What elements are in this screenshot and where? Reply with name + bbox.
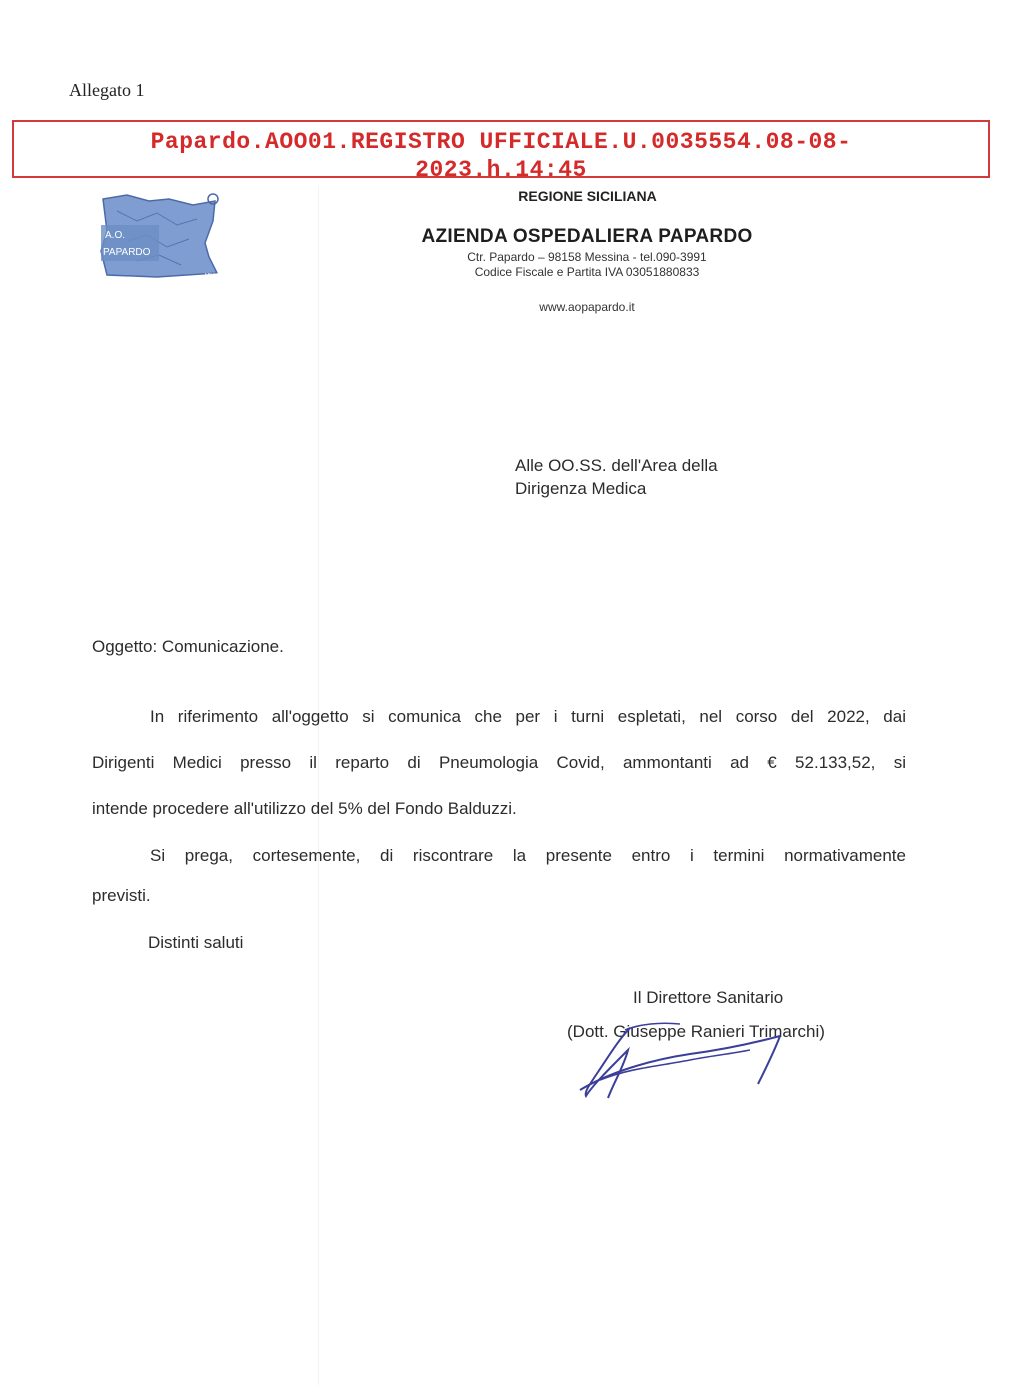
organization-name: AZIENDA OSPEDALIERA PAPARDO bbox=[421, 226, 753, 247]
signatory-name: (Dott. Giuseppe Ranieri Trimarchi) bbox=[567, 1022, 825, 1041]
protocol-line-1: Papardo.AOO01.REGISTRO UFFICIALE.U.0035554.08-08- bbox=[150, 129, 852, 155]
paragraph-1-line-2: Dirigenti Medici presso il reparto di Pneumologia Covid, ammontanti ad € 52.133,52, si bbox=[92, 753, 906, 772]
closing-greeting: Distinti saluti bbox=[148, 933, 244, 952]
logo-text-1: A.O. bbox=[105, 230, 126, 241]
subject-line: Oggetto: Comunicazione. bbox=[92, 637, 284, 656]
handwritten-signature bbox=[570, 1010, 800, 1105]
website-link: www.aopapardo.it bbox=[539, 300, 635, 314]
organization-address bbox=[400, 250, 774, 280]
paragraph-1-line-3: intende procedere all'utilizzo del 5% del Fondo Balduzzi. bbox=[92, 799, 517, 818]
tax-code-line: Codice Fiscale e Partita IVA 03051880833 bbox=[474, 265, 700, 279]
protocol-stamp bbox=[12, 120, 990, 183]
paragraph-2-line-1: Si prega, cortesemente, di riscontrare la presente entro i termini normativamente bbox=[150, 846, 906, 865]
logo-text-3: MESSINA bbox=[205, 273, 228, 279]
region-heading: REGIONE SICILIANA bbox=[518, 188, 657, 204]
recipient-line-1: Alle OO.SS. dell'Area della bbox=[515, 456, 718, 475]
address-line: Ctr. Papardo – 98158 Messina - tel.090-3991 bbox=[467, 250, 707, 264]
recipient-line-2: Dirigenza Medica bbox=[515, 479, 647, 498]
recipient-block bbox=[515, 454, 718, 500]
protocol-line-2: 2023.h.14:45 bbox=[415, 157, 587, 183]
logo-text-2: PAPARDO bbox=[103, 247, 151, 258]
signatory-role: Il Direttore Sanitario bbox=[633, 988, 784, 1007]
paragraph-1-line-1: In riferimento all'oggetto si comunica che per i turni espletati, nel corso del 2022, dai bbox=[150, 707, 906, 726]
scan-fold-line bbox=[318, 185, 319, 1385]
hospital-logo bbox=[97, 191, 229, 281]
annex-label: Allegato 1 bbox=[69, 80, 145, 100]
paragraph-2-line-2: previsti. bbox=[92, 886, 151, 905]
